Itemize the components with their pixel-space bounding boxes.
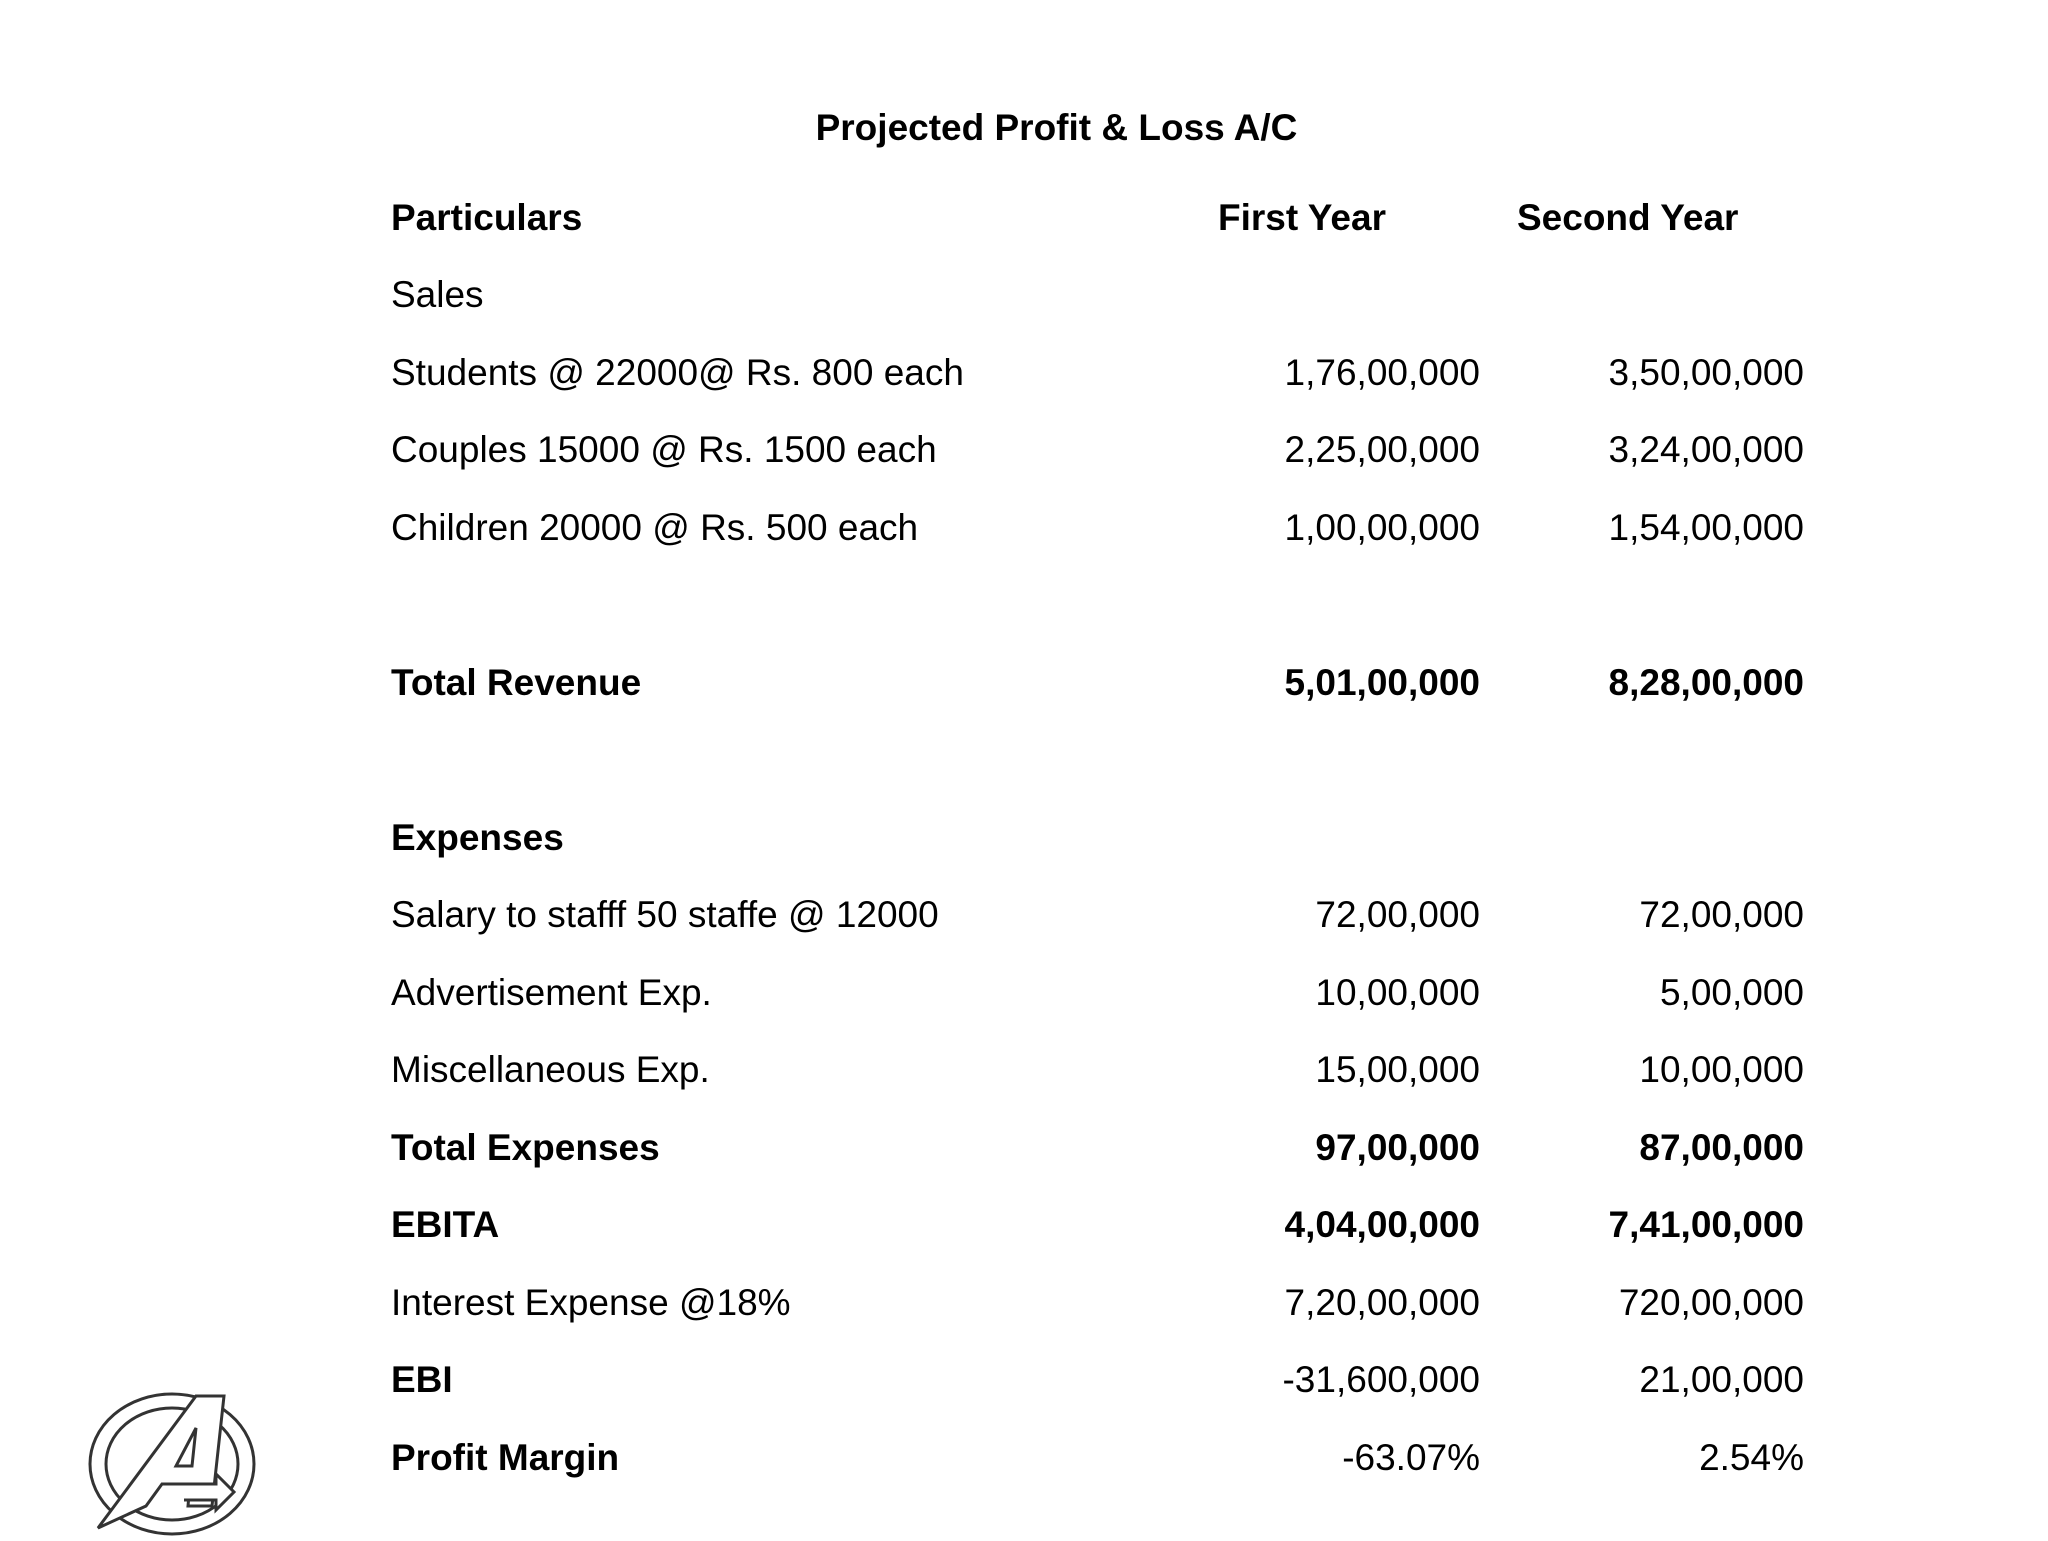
row-label: EBI [391, 1359, 453, 1401]
row-first-year-value: 1,00,00,000 [1284, 506, 1480, 548]
table-row [391, 877, 1804, 955]
row-second-year-value: 10,00,000 [1639, 1049, 1804, 1091]
row-first-year-value: 5,01,00,000 [1284, 661, 1480, 703]
row-first-year-value: 15,00,000 [1315, 1049, 1480, 1091]
table-row-total-expenses [391, 1109, 1804, 1187]
table-row [391, 257, 1804, 335]
table-row [391, 954, 1804, 1032]
table-row-ebi [391, 1342, 1804, 1420]
row-label: Profit Margin [391, 1436, 620, 1478]
row-first-year-value: 1,76,00,000 [1284, 351, 1480, 393]
row-second-year-value: 720,00,000 [1618, 1281, 1804, 1323]
table-row-expenses-heading [391, 799, 1804, 877]
row-label: Salary to stafff 50 staffe @ 12000 [391, 894, 939, 936]
row-label: Children 20000 @ Rs. 500 each [391, 506, 919, 548]
table-row [391, 412, 1804, 490]
row-label: Total Revenue [391, 661, 642, 703]
row-first-year-value: -63.07% [1342, 1436, 1480, 1478]
row-second-year-value [1480, 257, 1804, 335]
spacer-row [391, 722, 1804, 800]
header-second-year: Second Year [1517, 196, 1739, 238]
header-first-year: First Year [1218, 196, 1386, 238]
page-title: Projected Profit & Loss A/C [815, 107, 1298, 148]
row-second-year-value: 72,00,000 [1639, 894, 1804, 936]
row-second-year-value: 8,28,00,000 [1608, 661, 1804, 703]
row-first-year-value: 2,25,00,000 [1284, 429, 1480, 471]
row-label: Interest Expense @18% [391, 1281, 791, 1323]
header-particulars: Particulars [391, 196, 583, 238]
table-row [391, 1264, 1804, 1342]
row-label: Students @ 22000@ Rs. 800 each [391, 351, 964, 393]
row-first-year-value: 72,00,000 [1315, 894, 1480, 936]
table-row [391, 1032, 1804, 1110]
row-second-year-value: 3,50,00,000 [1608, 351, 1804, 393]
row-first-year-value [1182, 257, 1480, 335]
row-label: Expenses [391, 816, 564, 858]
table-row-profit-margin [391, 1419, 1804, 1497]
avengers-a-logo-icon [84, 1388, 260, 1536]
spacer-row [391, 567, 1804, 645]
table-row [391, 489, 1804, 567]
row-second-year-value: 21,00,000 [1639, 1359, 1804, 1401]
row-first-year-value: 7,20,00,000 [1284, 1281, 1480, 1323]
row-first-year-value [1182, 799, 1480, 877]
row-label: Miscellaneous Exp. [391, 1049, 710, 1091]
row-label: Advertisement Exp. [391, 971, 712, 1013]
row-second-year-value: 7,41,00,000 [1608, 1204, 1804, 1246]
row-first-year-value: 97,00,000 [1315, 1126, 1480, 1168]
table-row [391, 334, 1804, 412]
table-row-total-revenue [391, 644, 1804, 722]
row-second-year-value: 87,00,000 [1639, 1126, 1804, 1168]
row-first-year-value: 10,00,000 [1315, 971, 1480, 1013]
row-label: EBITA [391, 1204, 500, 1246]
table-row-ebita [391, 1187, 1804, 1265]
row-label: Couples 15000 @ Rs. 1500 each [391, 429, 937, 471]
row-second-year-value: 1,54,00,000 [1608, 506, 1804, 548]
table-header-row [391, 179, 1804, 257]
row-label: Sales [391, 274, 484, 316]
row-second-year-value: 3,24,00,000 [1608, 429, 1804, 471]
row-second-year-value [1480, 799, 1804, 877]
row-first-year-value: 4,04,00,000 [1284, 1204, 1480, 1246]
row-second-year-value: 5,00,000 [1659, 971, 1804, 1013]
row-second-year-value: 2.54% [1699, 1436, 1804, 1478]
row-label: Total Expenses [391, 1126, 660, 1168]
profit-loss-table [391, 179, 1804, 1497]
row-first-year-value: -31,600,000 [1282, 1359, 1480, 1401]
